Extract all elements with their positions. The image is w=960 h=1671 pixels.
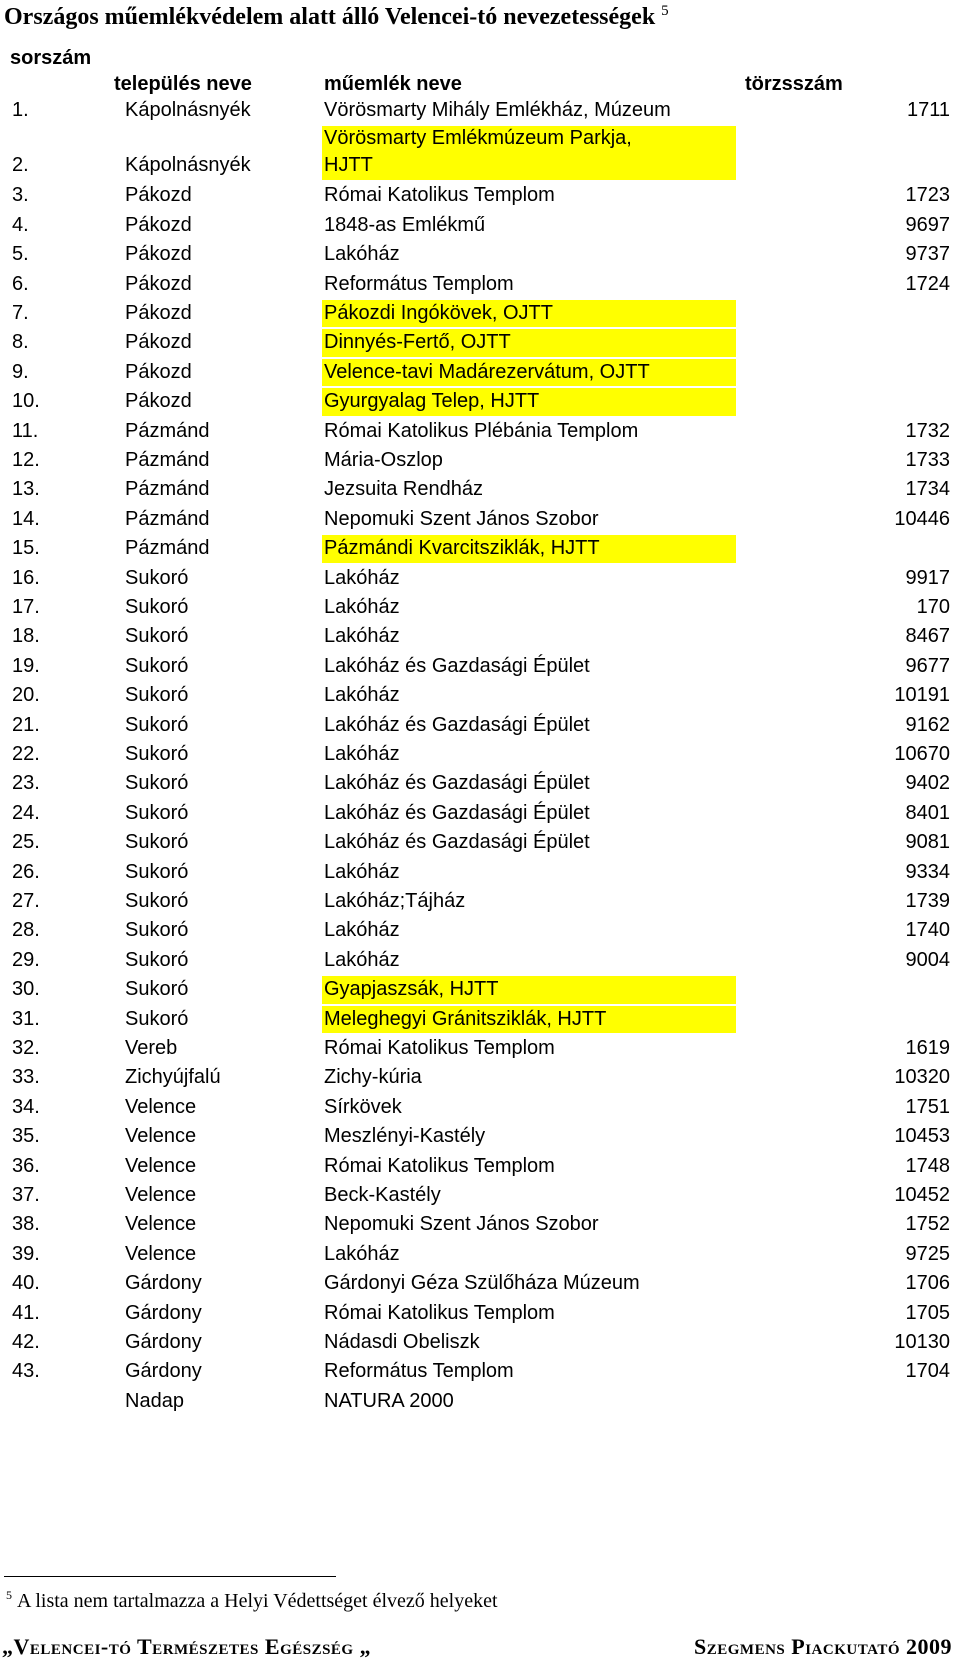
- cell-sorszam: 14.: [12, 507, 40, 530]
- cell-muemlek: Mária-Oszlop: [324, 449, 443, 471]
- cell-sorszam: 27.: [12, 890, 40, 912]
- cell-torzsszam: 1711: [906, 99, 950, 121]
- cell-muemlek: Római Katolikus Templom: [324, 1037, 555, 1059]
- header-sorszam: sorszám: [10, 47, 92, 69]
- table-row: [0, 96, 960, 125]
- cell-torzsszam: 1739: [905, 890, 950, 912]
- cell-torzsszam: 1752: [905, 1213, 950, 1236]
- cell-torzsszam: 1751: [905, 1095, 950, 1118]
- cell-torzsszam: 10446: [894, 507, 950, 530]
- table-row: [0, 211, 960, 240]
- header-telepules: település neve: [114, 73, 252, 95]
- cell-torzsszam: 8401: [905, 801, 950, 824]
- cell-muemlek: Gárdonyi Géza Szülőháza Múzeum: [324, 1272, 640, 1295]
- cell-muemlek: Lakóház: [324, 596, 400, 618]
- cell-sorszam: 38.: [12, 1213, 40, 1236]
- cell-telepules: Sukoró: [125, 1007, 189, 1030]
- cell-muemlek: Gyurgyalag Telep, HJTT: [324, 390, 540, 413]
- cell-muemlek: Református Templom: [324, 1360, 514, 1383]
- cell-sorszam: 1.: [12, 99, 29, 121]
- cell-torzsszam: 8467: [905, 625, 950, 648]
- cell-muemlek: Római Katolikus Plébánia Templom: [324, 419, 639, 442]
- cell-sorszam: 30.: [12, 978, 40, 1001]
- cell-sorszam: 31.: [12, 1007, 40, 1030]
- cell-muemlek: Római Katolikus Templom: [324, 1154, 555, 1177]
- cell-torzsszam: 1733: [905, 449, 950, 471]
- cell-telepules: Zichyújfalú: [125, 1066, 221, 1089]
- table-row: [0, 681, 960, 710]
- cell-telepules: Vereb: [125, 1037, 178, 1059]
- table-row: [0, 1357, 960, 1386]
- cell-muemlek: Lakóház;Tájház: [324, 890, 466, 912]
- cell-sorszam: 37.: [12, 1184, 40, 1206]
- cell-muemlek: Zichy-kúria: [324, 1066, 422, 1089]
- cell-muemlek: Református Templom: [324, 272, 514, 295]
- table-row: [0, 828, 960, 857]
- cell-muemlek: Pázmándi Kvarcitsziklák, HJTT: [324, 537, 600, 560]
- cell-telepules: Sukoró: [125, 625, 189, 648]
- cell-sorszam: 20.: [12, 684, 40, 707]
- cell-torzsszam: 170: [916, 596, 950, 618]
- cell-sorszam: 18.: [12, 625, 40, 648]
- cell-torzsszam: 1734: [905, 478, 950, 501]
- cell-sorszam: 3.: [12, 184, 29, 207]
- cell-telepules: Sukoró: [125, 978, 189, 1001]
- table-row: [0, 1240, 960, 1269]
- cell-muemlek: Római Katolikus Templom: [324, 1301, 555, 1324]
- footnote-ref: 5: [6, 1588, 12, 1603]
- cell-sorszam: 12.: [12, 449, 40, 471]
- cell-telepules: Sukoró: [125, 919, 189, 942]
- cell-telepules: Pákozd: [125, 213, 192, 236]
- cell-sorszam: 34.: [12, 1095, 40, 1118]
- cell-telepules: Pázmánd: [125, 449, 210, 471]
- cell-torzsszam: 9737: [905, 243, 950, 266]
- cell-sorszam: 41.: [12, 1301, 40, 1324]
- cell-telepules: Pákozd: [125, 243, 192, 266]
- cell-telepules: Pázmánd: [125, 507, 210, 530]
- table-row: [0, 769, 960, 798]
- table-row: [0, 622, 960, 651]
- cell-torzsszam: 1705: [905, 1301, 950, 1324]
- cell-sorszam: 36.: [12, 1154, 40, 1177]
- cell-muemlek: 1848-as Emlékmű: [324, 213, 486, 236]
- table-row: [0, 593, 960, 622]
- cell-sorszam: 32.: [12, 1037, 40, 1059]
- cell-muemlek: Lakóház: [324, 625, 400, 648]
- cell-telepules: Pákozd: [125, 302, 192, 324]
- cell-torzsszam: 9725: [905, 1242, 950, 1265]
- cell-telepules: Pázmánd: [125, 419, 210, 442]
- table-row: [0, 475, 960, 504]
- table-row: [0, 387, 960, 416]
- cell-telepules: Kápolnásnyék: [125, 99, 251, 121]
- cell-sorszam: 28.: [12, 919, 40, 942]
- table-row: [0, 240, 960, 269]
- cell-torzsszam: 1706: [905, 1272, 950, 1295]
- table-row: [0, 916, 960, 945]
- cell-torzsszam: 9081: [905, 831, 950, 854]
- table-row: [0, 799, 960, 828]
- cell-torzsszam: 1740: [905, 919, 950, 942]
- table-row: [0, 975, 960, 1004]
- cell-torzsszam: 9334: [905, 860, 950, 883]
- cell-torzsszam: 1723: [905, 184, 950, 207]
- cell-torzsszam: 9917: [905, 566, 950, 589]
- table-row: [0, 887, 960, 916]
- cell-telepules: Sukoró: [125, 890, 189, 912]
- cell-telepules: Sukoró: [125, 831, 189, 854]
- cell-muemlek: Velence-tavi Madárezervátum, OJTT: [324, 360, 650, 383]
- cell-torzsszam: 9402: [905, 772, 950, 795]
- cell-muemlek: Pákozdi Ingókövek, OJTT: [324, 302, 553, 324]
- cell-telepules: Sukoró: [125, 713, 189, 736]
- cell-torzsszam: 1619: [905, 1037, 950, 1059]
- cell-muemlek: Lakóház és Gazdasági Épület: [324, 654, 590, 677]
- cell-telepules: Velence: [125, 1184, 197, 1206]
- cell-muemlek: Lakóház: [324, 566, 400, 589]
- table-row: [0, 1122, 960, 1151]
- cell-sorszam: 5.: [12, 243, 29, 266]
- cell-sorszam: 7.: [12, 302, 29, 324]
- cell-sorszam: 13.: [12, 478, 40, 501]
- cell-muemlek: Lakóház: [324, 743, 400, 765]
- cell-telepules: Pákozd: [125, 184, 192, 207]
- table-row: [0, 181, 960, 210]
- cell-sorszam: 4.: [12, 213, 29, 236]
- cell-muemlek: Lakóház: [324, 948, 400, 971]
- table-row: [0, 446, 960, 475]
- cell-sorszam: 16.: [12, 566, 40, 589]
- cell-muemlek: Nepomuki Szent János Szobor: [324, 1213, 599, 1236]
- cell-sorszam: 40.: [12, 1272, 40, 1295]
- cell-torzsszam: 1704: [905, 1360, 950, 1383]
- cell-sorszam: 29.: [12, 948, 40, 971]
- cell-torzsszam: 9004: [905, 948, 950, 971]
- table-row: [0, 946, 960, 975]
- table-row: [0, 417, 960, 446]
- cell-sorszam: 24.: [12, 801, 40, 824]
- cell-sorszam: 33.: [12, 1066, 40, 1089]
- cell-sorszam: 2.: [12, 154, 29, 177]
- cell-muemlek: Lakóház: [324, 860, 400, 883]
- cell-torzsszam: 10670: [894, 743, 950, 765]
- cell-muemlek: Meszlényi-Kastély: [324, 1125, 486, 1148]
- cell-torzsszam: 10191: [894, 684, 950, 707]
- cell-muemlek: Nepomuki Szent János Szobor: [324, 507, 599, 530]
- cell-muemlek: Dinnyés-Fertő, OJTT: [324, 331, 511, 354]
- table-row: [0, 125, 960, 181]
- cell-muemlek: Jezsuita Rendház: [324, 478, 483, 501]
- cell-sorszam: 22.: [12, 743, 40, 765]
- cell-telepules: Gárdony: [125, 1272, 202, 1295]
- table-row: [0, 1063, 960, 1092]
- table-row: [0, 1328, 960, 1357]
- cell-muemlek: Lakóház: [324, 684, 400, 707]
- cell-muemlek: Sírkövek: [324, 1095, 402, 1118]
- table-row: [0, 328, 960, 357]
- table-row: [0, 1181, 960, 1210]
- cell-sorszam: 25.: [12, 831, 40, 854]
- table-row: [0, 858, 960, 887]
- cell-telepules: Sukoró: [125, 684, 189, 707]
- cell-telepules: Pákozd: [125, 360, 192, 383]
- header-muemlek: műemlék neve: [324, 73, 462, 95]
- cell-muemlek: Nádasdi Obeliszk: [324, 1331, 480, 1353]
- cell-torzsszam: 10452: [894, 1184, 950, 1206]
- cell-muemlek: Gyapjaszsák, HJTT: [324, 978, 499, 1001]
- cell-sorszam: 15.: [12, 537, 40, 560]
- running-footer-right: Szegmens Piackutató 2009: [694, 1634, 952, 1659]
- cell-sorszam: 11.: [12, 419, 39, 442]
- cell-telepules: Gárdony: [125, 1331, 202, 1353]
- cell-telepules: Sukoró: [125, 772, 189, 795]
- cell-muemlek: Lakóház: [324, 919, 400, 942]
- cell-telepules: Velence: [125, 1125, 197, 1148]
- cell-telepules: Pázmánd: [125, 478, 210, 501]
- cell-telepules: Sukoró: [125, 743, 189, 765]
- cell-telepules: Velence: [125, 1242, 197, 1265]
- cell-sorszam: 42.: [12, 1331, 40, 1353]
- cell-torzsszam: 9697: [905, 213, 950, 236]
- cell-torzsszam: 10453: [894, 1125, 950, 1148]
- cell-muemlek: Lakóház és Gazdasági Épület: [324, 831, 590, 854]
- cell-telepules: Pákozd: [125, 390, 192, 413]
- cell-muemlek: Lakóház és Gazdasági Épület: [324, 772, 590, 795]
- cell-torzsszam: 1748: [905, 1154, 950, 1177]
- cell-sorszam: 35.: [12, 1125, 40, 1148]
- cell-muemlek: Római Katolikus Templom: [324, 184, 555, 207]
- cell-telepules: Pákozd: [125, 272, 192, 295]
- running-footer-left: „Velencei-tó Természetes Egészség „: [2, 1634, 372, 1659]
- cell-torzsszam: 10130: [894, 1331, 950, 1353]
- cell-muemlek: Lakóház és Gazdasági Épület: [324, 713, 590, 736]
- cell-muemlek: Vörösmarty Mihály Emlékház, Múzeum: [324, 99, 671, 121]
- table-row: [0, 711, 960, 740]
- cell-telepules: Gárdony: [125, 1301, 202, 1324]
- cell-torzsszam: 1732: [905, 419, 950, 442]
- cell-telepules: Sukoró: [125, 801, 189, 824]
- cell-muemlek: Lakóház: [324, 1242, 400, 1265]
- cell-sorszam: 9.: [12, 360, 29, 383]
- table-row: [0, 1005, 960, 1034]
- footnote-text: A lista nem tartalmazza a Helyi Védettséget élvező helyeket: [17, 1590, 498, 1612]
- table-row: [0, 1093, 960, 1122]
- cell-sorszam: 17.: [12, 596, 40, 618]
- footnote-separator: [4, 1576, 336, 1577]
- page-title: [4, 2, 669, 32]
- cell-muemlek: Lakóház: [324, 243, 400, 266]
- table-row: [0, 652, 960, 681]
- table-row: [0, 534, 960, 563]
- cell-telepules: Nadap: [125, 1389, 184, 1412]
- table-row: [0, 270, 960, 299]
- cell-sorszam: 6.: [12, 272, 29, 295]
- cell-telepules: Velence: [125, 1213, 197, 1236]
- cell-sorszam: 43.: [12, 1360, 40, 1383]
- cell-muemlek: Vörösmarty Emlékmúzeum Parkja,: [324, 127, 632, 150]
- cell-telepules: Sukoró: [125, 860, 189, 883]
- footnote: [6, 1588, 498, 1614]
- cell-sorszam: 10.: [12, 390, 40, 413]
- table-row: [0, 299, 960, 328]
- cell-torzsszam: 9677: [905, 654, 950, 677]
- table-row: [0, 1299, 960, 1328]
- cell-sorszam: 19.: [12, 654, 40, 677]
- table-row: [0, 740, 960, 769]
- cell-sorszam: 26.: [12, 860, 40, 883]
- table-row: [0, 1034, 960, 1063]
- cell-sorszam: 8.: [12, 331, 29, 354]
- cell-muemlek: Meleghegyi Gránitsziklák, HJTT: [324, 1007, 607, 1030]
- table-row: [0, 1269, 960, 1298]
- title-footnote-ref: 5: [661, 3, 669, 19]
- table-row: [0, 1210, 960, 1239]
- cell-torzsszam: 1724: [905, 272, 950, 295]
- cell-telepules: Sukoró: [125, 596, 189, 618]
- cell-muemlek-line2: HJTT: [324, 154, 373, 177]
- cell-telepules: Sukoró: [125, 948, 189, 971]
- table-row: [0, 1152, 960, 1181]
- cell-muemlek: Lakóház és Gazdasági Épület: [324, 801, 590, 824]
- cell-muemlek: Beck-Kastély: [324, 1184, 441, 1206]
- table-row: [0, 505, 960, 534]
- cell-telepules: Kápolnásnyék: [125, 154, 251, 177]
- cell-sorszam: 21.: [12, 713, 40, 736]
- table-row: [0, 358, 960, 387]
- table-row: [0, 564, 960, 593]
- cell-torzsszam: 9162: [905, 713, 950, 736]
- cell-sorszam: 39.: [12, 1242, 40, 1265]
- header-torzsszam: törzsszám: [745, 73, 843, 95]
- cell-torzsszam: 10320: [894, 1066, 950, 1089]
- cell-muemlek: NATURA 2000: [324, 1389, 454, 1412]
- cell-telepules: Pákozd: [125, 331, 192, 354]
- cell-telepules: Sukoró: [125, 654, 189, 677]
- cell-telepules: Sukoró: [125, 566, 189, 589]
- cell-telepules: Gárdony: [125, 1360, 202, 1383]
- table-row: [0, 1387, 960, 1416]
- cell-telepules: Velence: [125, 1154, 197, 1177]
- title-text: Országos műemlékvédelem alatt álló Velencei-tó nevezetességek: [4, 4, 656, 30]
- cell-sorszam: 23.: [12, 772, 40, 795]
- cell-telepules: Pázmánd: [125, 537, 210, 560]
- cell-telepules: Velence: [125, 1095, 197, 1118]
